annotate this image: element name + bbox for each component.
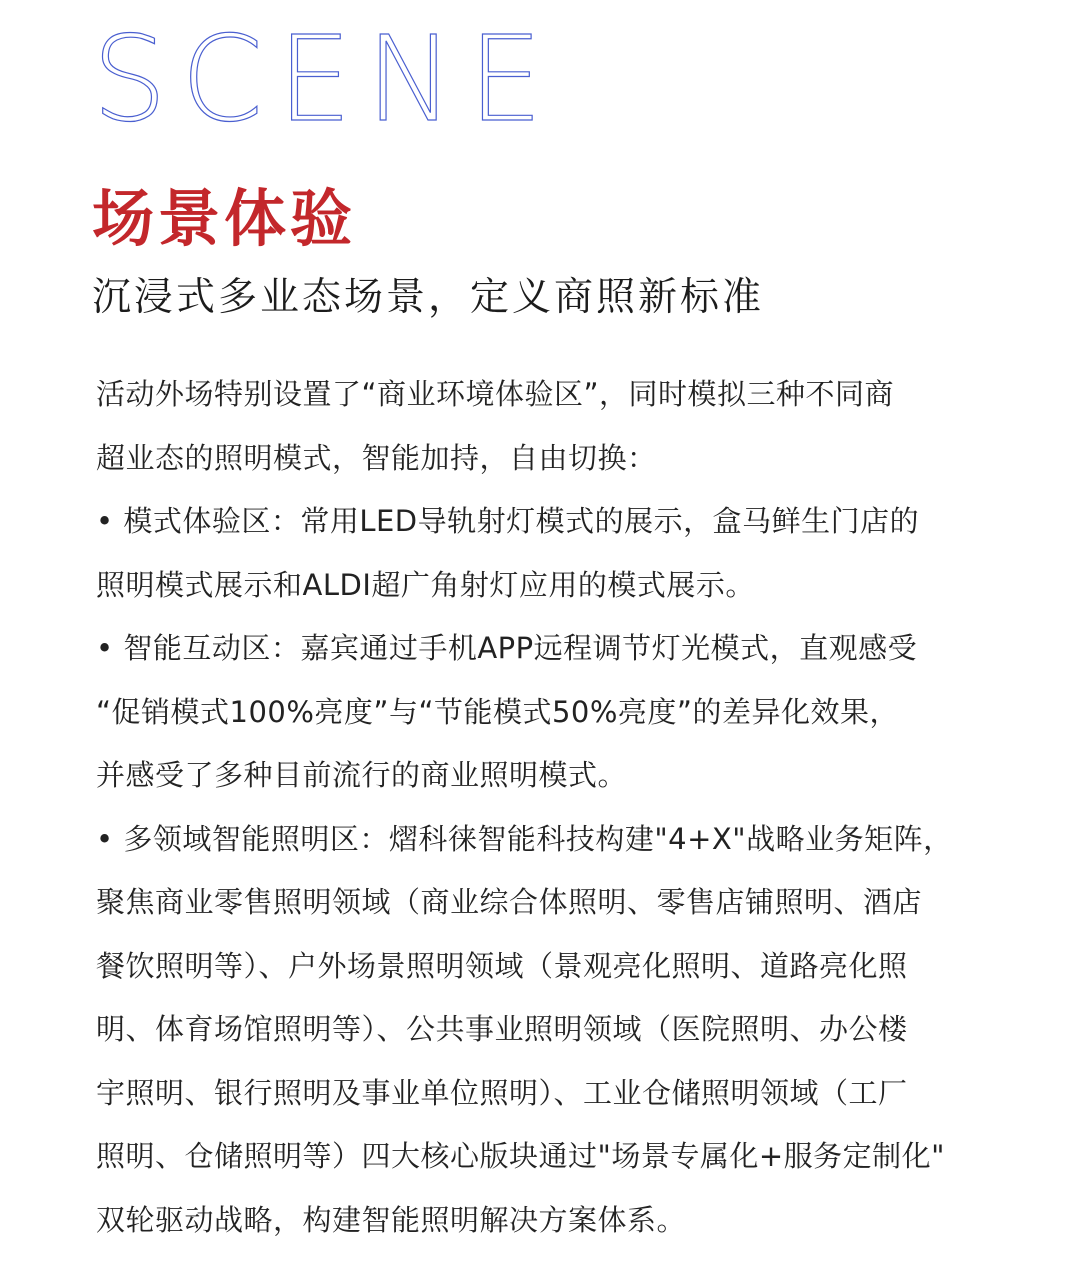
bullet-line: • 智能互动区：嘉宾通过手机APP远程调节灯光模式，直观感受 (96, 631, 918, 665)
body-line: 聚焦商业零售照明领域（商业综合体照明、零售店铺照明、酒店 (96, 885, 923, 919)
bullet-line: • 模式体验区：常用LED导轨射灯模式的展示，盒马鲜生门店的 (96, 504, 920, 538)
body-line: 双轮驱动战略，构建智能照明解决方案体系。 (96, 1202, 687, 1237)
body-line: 宇照明、银行照明及事业单位照明）、工业仓储照明领域（工厂 (96, 1075, 908, 1110)
body-line: 活动外场特别设置了“商业环境体验区”，同时模拟三种不同商 (96, 377, 895, 411)
section-subtitle: 沉浸式多业态场景，定义商照新标准 (92, 275, 765, 320)
body-line: 照明模式展示和ALDI超广角射灯应用的模式展示。 (96, 567, 755, 602)
scene-word: SCENE (92, 28, 557, 128)
body-line: “促销模式100%亮度”与“节能模式50%亮度”的差异化效果， (96, 694, 899, 729)
body-line: 明、体育场馆照明等）、公共事业照明领域（医院照明、办公楼 (96, 1012, 908, 1046)
body-paragraphs (96, 363, 996, 1252)
bullet-line: • 多领域智能照明区：熠科徕智能科技构建"4+X"战略业务矩阵， (96, 821, 953, 856)
section-title: 场景体验 (92, 182, 357, 255)
body-line: 超业态的照明模式，智能加持，自由切换： (96, 440, 657, 475)
scene-outline-heading (92, 28, 592, 128)
body-line: 餐饮照明等）、户外场景照明领域（景观亮化照明、道路亮化照 (96, 948, 908, 983)
body-line: 照明、仓储照明等）四大核心版块通过"场景专属化+服务定制化" (96, 1139, 945, 1173)
body-line: 并感受了多种目前流行的商业照明模式。 (96, 758, 628, 792)
